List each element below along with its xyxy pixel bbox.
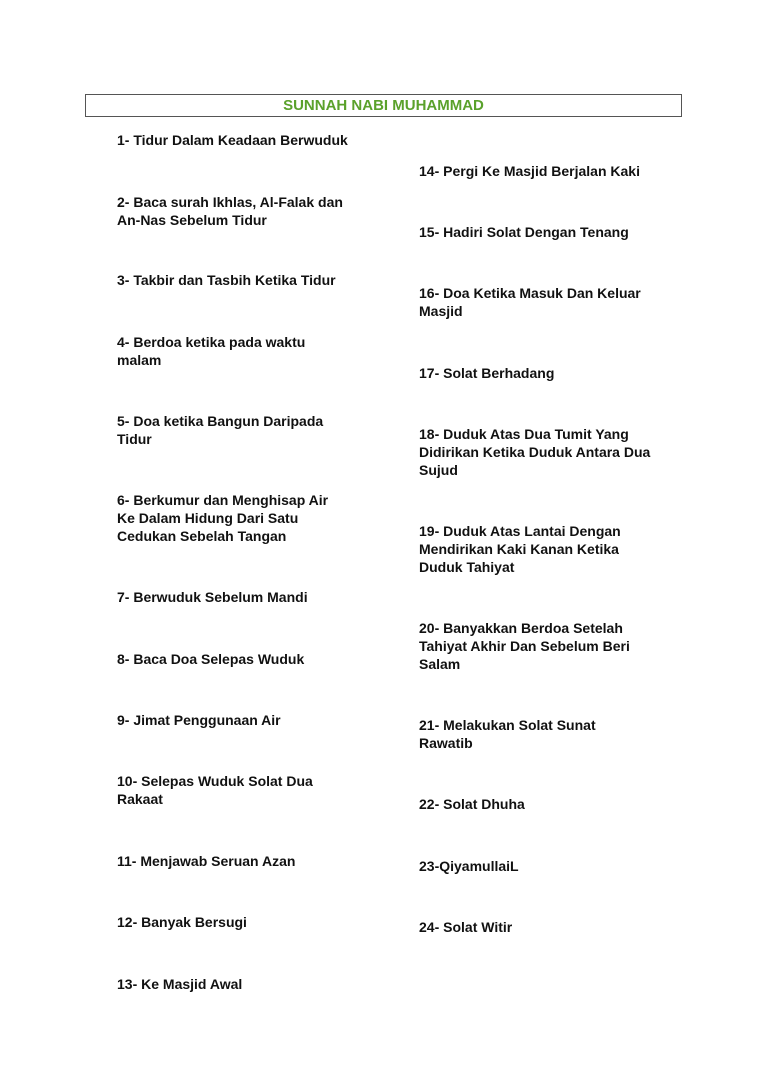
- sunnah-item-6: 6- Berkumur dan Menghisap Air Ke Dalam Hidung Dari Satu Cedukan Sebelah Tangan: [117, 492, 329, 544]
- sunnah-item-23: 23-QiyamullaiL: [419, 858, 519, 874]
- sunnah-item-2: 2- Baca surah Ikhlas, Al-Falak dan An-Nas Sebelum Tidur: [117, 194, 343, 228]
- sunnah-item-24: 24- Solat Witir: [419, 919, 513, 935]
- document-title-box: [85, 94, 682, 117]
- sunnah-item-4: 4- Berdoa ketika pada waktu malam: [117, 334, 306, 368]
- sunnah-item-13: 13- Ke Masjid Awal: [117, 976, 243, 992]
- sunnah-item-1: 1- Tidur Dalam Keadaan Berwuduk: [117, 132, 348, 148]
- sunnah-item-7: 7- Berwuduk Sebelum Mandi: [117, 589, 308, 605]
- sunnah-item-8: 8- Baca Doa Selepas Wuduk: [117, 651, 305, 667]
- sunnah-item-10: 10- Selepas Wuduk Solat Dua Rakaat: [117, 773, 313, 807]
- sunnah-item-16: 16- Doa Ketika Masuk Dan Keluar Masjid: [419, 285, 641, 319]
- sunnah-item-9: 9- Jimat Penggunaan Air: [117, 712, 281, 728]
- sunnah-item-19: 19- Duduk Atas Lantai Dengan Mendirikan Kaki Kanan Ketika Duduk Tahiyat: [419, 523, 621, 575]
- sunnah-item-12: 12- Banyak Bersugi: [117, 914, 247, 930]
- sunnah-item-11: 11- Menjawab Seruan Azan: [117, 853, 296, 869]
- sunnah-item-17: 17- Solat Berhadang: [419, 365, 555, 381]
- sunnah-item-14: 14- Pergi Ke Masjid Berjalan Kaki: [419, 163, 640, 179]
- sunnah-item-5: 5- Doa ketika Bangun Daripada Tidur: [117, 413, 324, 447]
- sunnah-item-21: 21- Melakukan Solat Sunat Rawatib: [419, 717, 596, 751]
- sunnah-item-15: 15- Hadiri Solat Dengan Tenang: [419, 224, 629, 240]
- sunnah-item-18: 18- Duduk Atas Dua Tumit Yang Didirikan Ketika Duduk Antara Dua Sujud: [419, 426, 651, 478]
- sunnah-item-3: 3- Takbir dan Tasbih Ketika Tidur: [117, 272, 336, 288]
- document-title: SUNNAH NABI MUHAMMAD: [283, 97, 484, 114]
- sunnah-item-20: 20- Banyakkan Berdoa Setelah Tahiyat Akhir Dan Sebelum Beri Salam: [419, 620, 630, 672]
- sunnah-item-22: 22- Solat Dhuha: [419, 796, 525, 812]
